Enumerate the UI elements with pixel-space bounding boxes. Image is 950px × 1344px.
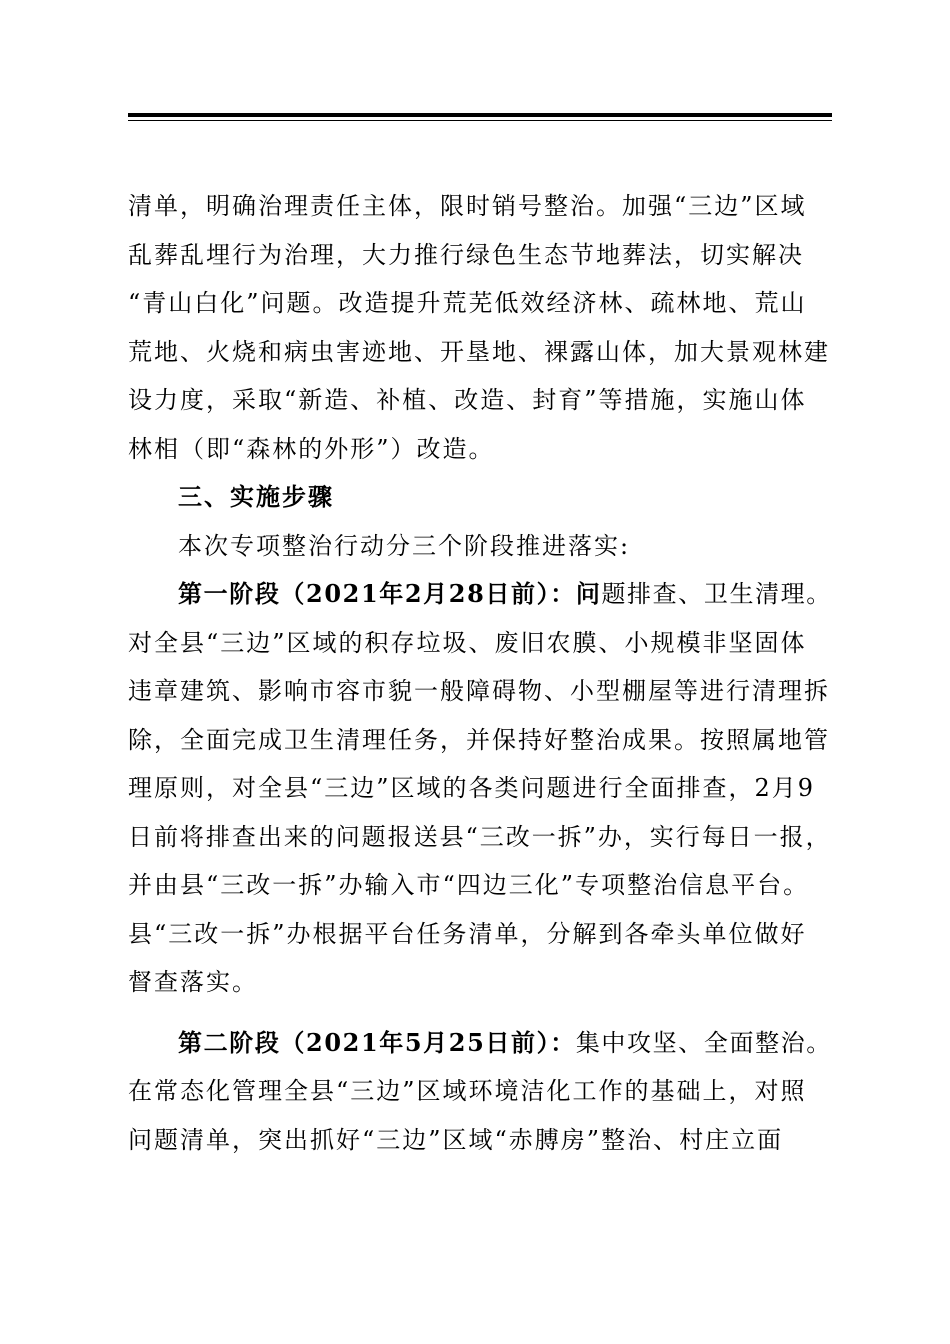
document-body [128, 182, 832, 1164]
stage1-line-2: 对全县“三边”区域的积存垃圾、废旧农膜、小规模非坚固体 [128, 628, 807, 657]
para1-line-5: 设力度，采取“新造、补植、改造、封育”等措施，实施山体 [128, 386, 807, 414]
stage1-line-6: 日前将排查出来的问题报送县“三改一拆”办，实行每日一报， [128, 822, 832, 851]
header-rule-thick [128, 113, 832, 117]
stage2-line-3: 问题清单，突出抓好“三边”区域“赤膊房”整治、村庄立面 [128, 1125, 784, 1154]
para1-line-4: 荒地、火烧和病虫害迹地、开垦地、裸露山体，加大景观林建 [128, 337, 830, 366]
para1-line-1: 清单，明确治理责任主体，限时销号整治。加强“三边”区域 [128, 192, 807, 220]
stage1-first-line-rest: 题排查、卫生清理。 [601, 580, 832, 608]
header-rule-thin [128, 120, 832, 121]
stage1-line-9: 督查落实。 [128, 968, 258, 996]
stage2-label: 第二阶段（2021年5月25日前）： [178, 1027, 576, 1057]
stage1-line-7: 并由县“三改一拆”办输入市“四边三化”专项整治信息平台。 [128, 871, 810, 899]
para1-line-2: 乱葬乱埋行为治理，大力推行绿色生态节地葬法，切实解决 [128, 240, 804, 269]
para1-line-6: 林相（即“森林的外形”）改造。 [128, 434, 495, 463]
stage2-first-line [128, 1019, 832, 1068]
para1-line-3: “青山白化”问题。改造提升荒芜低效经济林、疏林地、荒山 [128, 289, 807, 317]
stage1-first-line [128, 570, 832, 619]
paragraph-gap [128, 1007, 832, 1019]
stage1-line-5: 理原则，对全县“三边”区域的各类问题进行全面排查，2月9 [128, 774, 816, 802]
stage2-first-line-rest: 集中攻坚、全面整治。 [575, 1028, 832, 1057]
stage1-label: 第一阶段（2021年2月28日前）：问 [178, 579, 602, 608]
stage1-line-3: 违章建筑、影响市容市貌一般障碍物、小型棚屋等进行清理拆 [128, 677, 830, 705]
section-heading: 三、实施步骤 [178, 482, 334, 511]
intro-line: 本次专项整治行动分三个阶段推进落实: [178, 531, 631, 560]
stage2-line-2: 在常态化管理全县“三边”区域环境洁化工作的基础上，对照 [128, 1077, 807, 1105]
stage1-line-8: 县“三改一拆”办根据平台任务清单，分解到各牵头单位做好 [128, 919, 807, 948]
stage1-line-4: 除，全面完成卫生清理任务，并保持好整治成果。按照属地管 [128, 725, 830, 754]
